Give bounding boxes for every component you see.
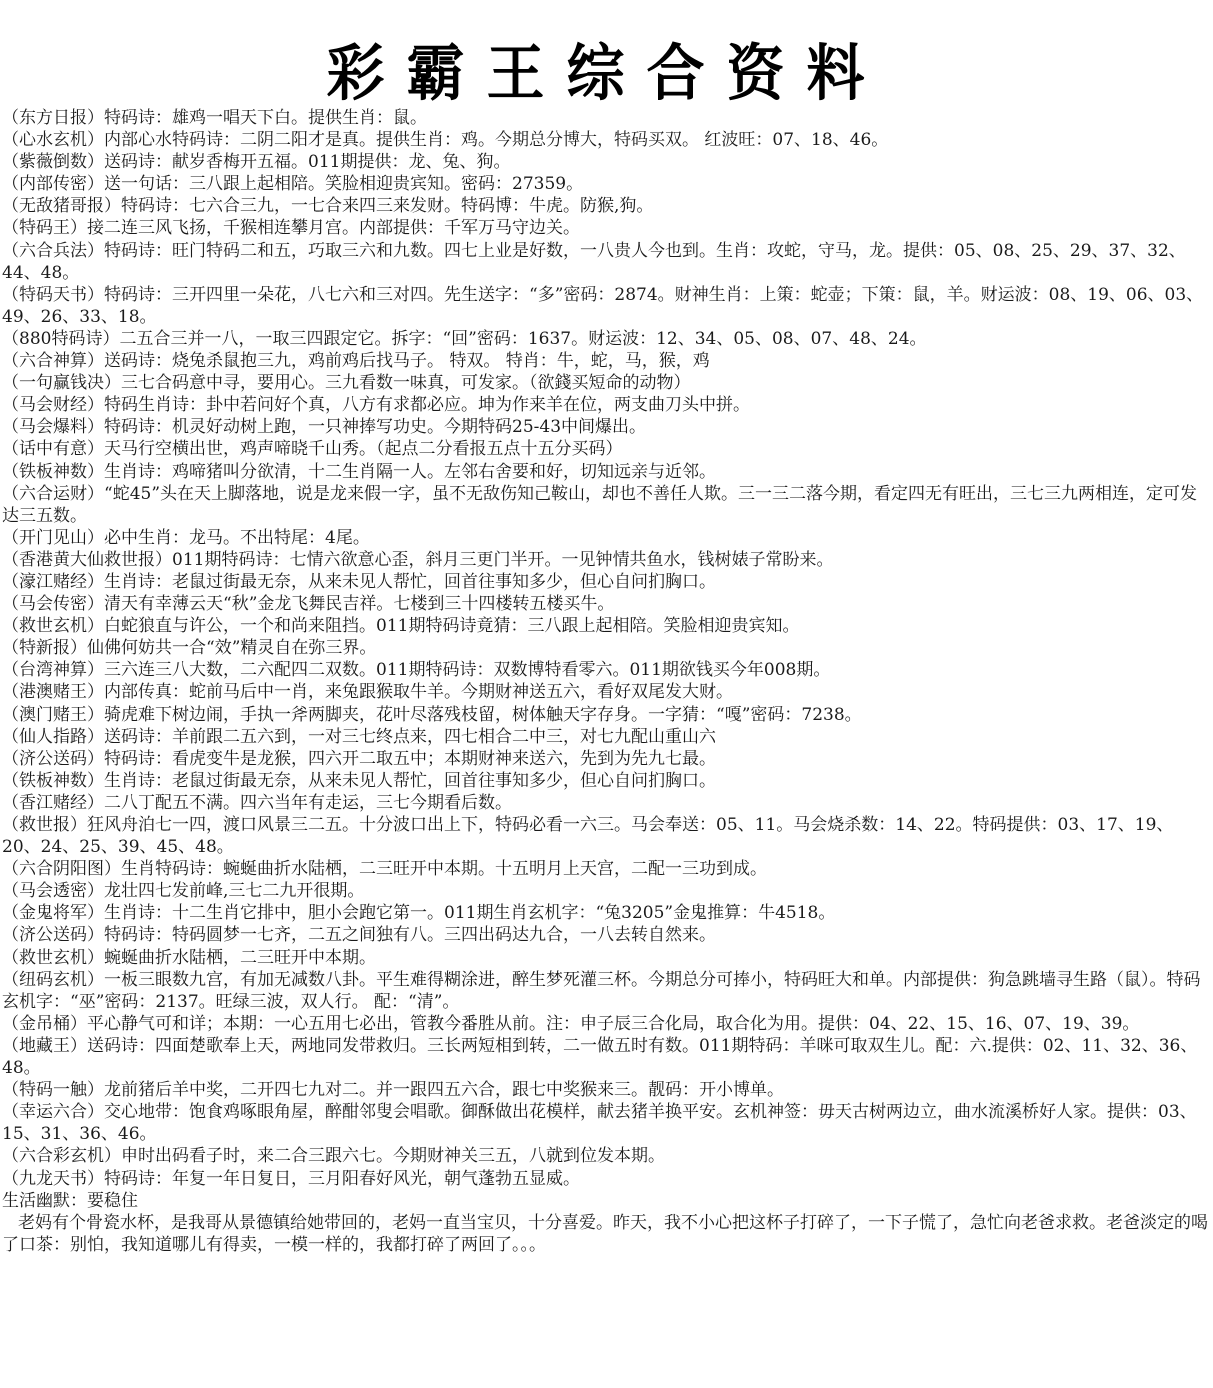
text-line: （台湾神算）三六连三八大数，二六配四二双数。011期特码诗：双数博特看零六。011期欲钱买今年008期。 [2, 660, 831, 681]
text-line: （仙人指路）送码诗：羊前跟二五六到，一对三七终点来，四七相合二中三，对七九配山重山六 [2, 726, 716, 747]
text-line: （幸运六合）交心地带：饱食鸡啄眼角屋，醉酣邻叟会唱歌。御酥做出花模样，献去猪羊换平安。玄机神签：毋天古树两边立，曲水流溪桥好人家。提供：03、15、31、36、46。 [2, 1102, 1197, 1145]
text-line: （特码一触）龙前猪后羊中奖，二开四七九对二。并一跟四五六合，跟七中奖猴来三。靓码：开小博单。 [2, 1080, 784, 1101]
text-line: （特码王）接二连三风飞扬，千猴相连攀月宫。内部提供：千军万马守边关。 [2, 218, 580, 239]
text-line: （一句赢钱决）三七合码意中寻，要用心。三九看数一味真，可发家。（欲錢买短命的动物） [2, 373, 691, 394]
text-line: （香港黄大仙救世报）011期特码诗：七情六欲意心歪，斜月三更门半开。一见钟情共鱼水，钱树婊子常盼来。 [2, 549, 834, 570]
text-line: （铁板神数）生肖诗：老鼠过街最无奈，从来未见人帮忙，回首往事知多少，但心自问扪胸口。 [2, 770, 716, 791]
humor-paragraph: 老妈有个骨瓷水杯，是我哥从景德镇给她带回的，老妈一直当宝贝，十分喜爱。昨天，我不小心把这杯子打碎了，一下子慌了，急忙向老爸求救。老爸淡定的喝了口茶：别怕，我知道哪儿有得卖，一模一样的，我都打碎了两回了。。。 [2, 1212, 1208, 1255]
text-line: （马会爆料）特码诗：机灵好动树上跑，一只神捧写功史。今期特码25-43中间爆出。 [2, 417, 647, 438]
text-line: （六合神算）送码诗：烧兔杀鼠抱三九，鸡前鸡后找马子。 特双。 特肖：牛，蛇，马，猴，鸡 [2, 351, 710, 372]
text-line: （铁板神数）生肖诗：鸡啼猪叫分欲清，十二生肖隔一人。左邻右舍要和好，切知远亲与近邻。 [2, 461, 716, 482]
text-line: （救世报）狂风舟泊七一四，渡口风景三二五。十分波口出上下，特码必看一六三。马会奉送：05、11。马会烧杀数：14、22。特码提供：03、17、19、20、24、25、39、45、48。 [2, 815, 1174, 858]
text-line: （紫薇倒数）送码诗：献岁香梅开五福。011期提供：龙、兔、狗。 [2, 152, 511, 173]
text-line: （救世玄机）白蛇狼直与许公，一个和尚来阻挡。011期特码诗竟猜：三八跟上起相陪。笑脸相迎贵宾知。 [2, 616, 800, 637]
text-line: （济公送码）特码诗：看虎变牛是龙猴，四六开二取五中；本期财神来送六，先到为先九七最。 [2, 748, 716, 769]
text-line: （马会透密）龙壮四七发前峰,三七二九开很期。 [2, 881, 365, 902]
text-line: （心水玄机）内部心水特码诗：二阴二阳才是真。提供生肖：鸡。今期总分博大，特码买双。 红波旺：07、18、46。 [2, 130, 889, 151]
text-line: （马会财经）特码生肖诗：卦中若问好个真，八方有求都必应。坤为作来羊在位，两支曲刀头中拼。 [2, 395, 750, 416]
text-line: （濠江赌经）生肖诗：老鼠过街最无奈，从来未见人帮忙，回首往事知多少，但心自问扪胸口。 [2, 571, 716, 592]
text-line: （澳门赌王）骑虎难下树边闹，手执一斧两脚夹，花叶尽落残枝留，树体触天字存身。一字猜：“嘎”密码：7238。 [2, 704, 862, 725]
text-line: （880特码诗）二五合三并一八，一取三四跟定它。拆字：“回”密码：1637。财运波：12、34、05、08、07、48、24。 [2, 328, 927, 349]
text-line: （特新报）仙佛何妨共一合“效”精灵自在弥三界。 [2, 638, 377, 659]
text-line: （救世玄机）蜿蜒曲折水陆栖，二三旺开中本期。 [2, 947, 376, 968]
text-line: （香江赌经）二八丁配五不满。四六当年有走运，三七今期看后数。 [2, 792, 512, 813]
text-line: （港澳赌王）内部传真：蛇前马后中一肖，来兔跟猴取牛羊。今期财神送五六，看好双尾发大财。 [2, 682, 733, 703]
text-line: （内部传密）送一句话：三八跟上起相陪。笑脸相迎贵宾知。密码：27359。 [2, 174, 584, 195]
text-line: （东方日报）特码诗：雄鸡一唱天下白。提供生肖：鼠。 [2, 108, 427, 128]
text-line: （开门见山）必中生肖：龙马。不出特尾：4尾。 [2, 527, 370, 548]
text-line: （金鬼将军）生肖诗：十二生肖它排中，胆小会跑它第一。011期生肖玄机字：“兔3205”金鬼推算：牛4518。 [2, 903, 836, 924]
text-line: （济公送码）特码诗：特码圆梦一七齐，二五之间独有八。三四出码达九合，一八去转自然来。 [2, 925, 716, 946]
page-title: 彩霸王综合资料 [326, 37, 887, 109]
text-body [2, 107, 1210, 1256]
text-line: （马会传密）清天有幸薄云天“秋”金龙飞舞民吉祥。七楼到三十四楼转五楼买牛。 [2, 594, 615, 615]
text-line: （话中有意）天马行空横出世，鸡声啼晓千山秀。（起点二分看报五点十五分买码） [2, 439, 623, 460]
text-line: （六合运财）“蛇45”头在天上脚落地，说是龙来假一字，虽不无敌伤知己鞍山，却也不善任人欺。三一三二落今期，看定四无有旺出，三七三九两相连，定可发达三五数。 [2, 483, 1198, 526]
text-line: （地藏王）送码诗：四面楚歌奉上天，两地同发带救归。三长两短相到转，二一做五时有数。011期特码：羊咪可取双生儿。配：六.提供：02、11、32、36、48。 [2, 1035, 1198, 1079]
text-line: （六合彩玄机）申时出码看子时，来二合三跟六七。今期财神关三五，八就到位发本期。 [2, 1146, 665, 1167]
text-line: （无敌猪哥报）特码诗：七六合三九，一七合来四三来发财。特码博：牛虎。防猴,狗。 [2, 196, 654, 217]
text-line: （九龙天书）特码诗：年复一年日复日，三月阳春好风光，朝气蓬勃五显威。 [2, 1168, 580, 1189]
text-line: （六合兵法）特码诗：旺门特码二和五，巧取三六和九数。四七上业是好数，一八贵人今也到。生肖：攻蛇，守马，龙。提供：05、08、25、29、37、32、44、48。 [2, 240, 1186, 283]
text-line: （六合阴阳图）生肖特码诗：蜿蜒曲折水陆栖，二三旺开中本期。十五明月上天宫，二配一三功到成。 [2, 859, 767, 880]
text-line: （特码天书）特码诗：三开四里一朵花，八七六和三对四。先生送字：“多”密码：2874。财神生肖：上策：蛇壶；下策：鼠，羊。财运波：08、19、06、03、49、26、33、18。 [2, 284, 1204, 327]
text-line: （金吊桶）平心静气可和详；本期：一心五用七必出，管教今番胜从前。注：申子辰三合化局，取合化为用。提供：04、22、15、16、07、19、39。 [2, 1013, 1140, 1034]
humor-heading: 生活幽默：要稳住 [2, 1190, 138, 1211]
text-line: （纽码玄机）一板三眼数九宫，有加无减数八卦。平生难得糊涂进，醉生梦死灌三杯。今期总分可捧小，特码旺大和单。内部提供：狗急跳墙寻生路（鼠）。特码玄机字：“巫”密码：2137。旺绿三波，双人行。 配：“清”。 [2, 969, 1201, 1012]
